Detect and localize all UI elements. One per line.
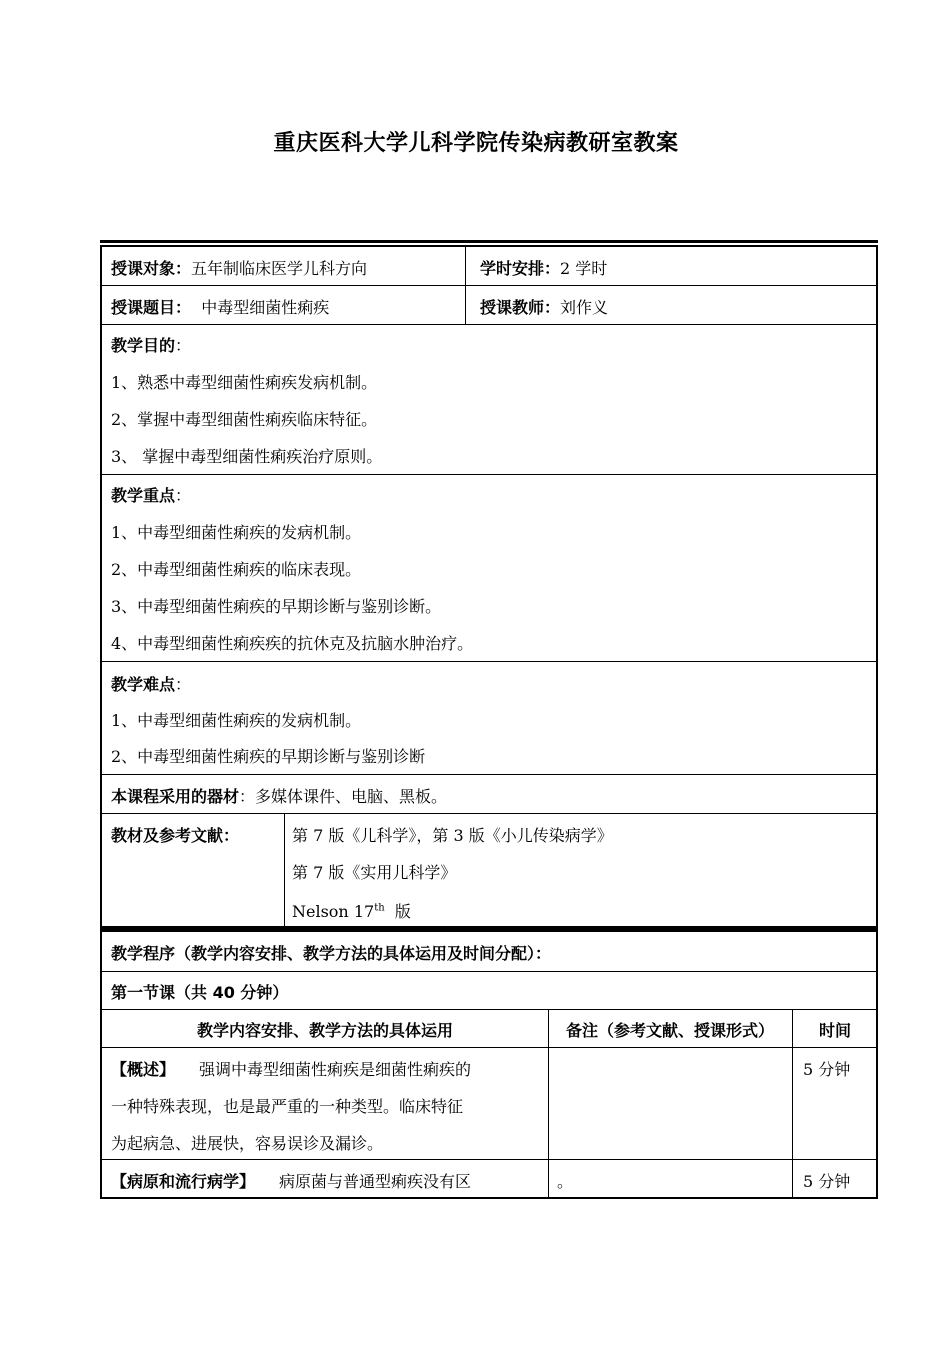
- procedure-heading: 教学程序（教学内容安排、教学方法的具体运用及时间分配）: [111, 944, 536, 963]
- section-row: [100, 972, 878, 1010]
- row-notes: 。: [557, 1172, 574, 1191]
- references-row: [100, 814, 878, 926]
- objectives-heading: 教学目的: [111, 336, 176, 355]
- row-time: 5 分钟: [803, 1172, 851, 1191]
- table-row: 【概述】 强调中毒型细菌性痢疾是细菌性痢疾的 一种特殊表现，也是最严重的一种类型。临床特征 为起病急、进展快，容易误诊及漏诊。 5 分钟: [100, 1048, 878, 1160]
- list-item: 3、中毒型细菌性痢疾的早期诊断与鉴别诊断。: [111, 597, 442, 616]
- row-time: 5 分钟: [803, 1060, 851, 1079]
- list-item: 2、中毒型细菌性痢疾的临床表现。: [111, 560, 362, 579]
- reference-item: Nelson 17th 版: [292, 902, 411, 921]
- column-header-row: [100, 1010, 878, 1048]
- list-item: 4、中毒型细菌性痢疾疾的抗休克及抗脑水肿治疗。: [111, 634, 474, 653]
- list-item: 1、熟悉中毒型细菌性痢疾发病机制。: [111, 373, 378, 392]
- list-item: 2、掌握中毒型细菌性痢疾临床特征。: [111, 410, 378, 429]
- list-item: 1、中毒型细菌性痢疾的发病机制。: [111, 523, 362, 542]
- procedure-heading-row: 教学程序（教学内容安排、教学方法的具体运用及时间分配）：: [100, 932, 878, 972]
- row-heading: 【病原和流行病学】: [111, 1172, 256, 1191]
- column-header-notes: 备注（参考文献、授课形式）: [565, 1021, 774, 1040]
- key-points-heading: 教学重点: [111, 486, 176, 505]
- key-points-section: 教学重点： 1、中毒型细菌性痢疾的发病机制。 2、中毒型细菌性痢疾的临床表现。 3、中毒型细菌性痢疾的早期诊断与鉴别诊断。 4、中毒型细菌性痢疾疾的抗休克及抗脑水肿治疗。: [100, 475, 878, 662]
- list-item: 1、中毒型细菌性痢疾的发病机制。: [111, 711, 362, 730]
- objectives-section: 教学目的： 1、熟悉中毒型细菌性痢疾发病机制。 2、掌握中毒型细菌性痢疾临床特征。 3、 掌握中毒型细菌性痢疾治疗原则。: [100, 325, 878, 475]
- materials-row: 本课程采用的器材：多媒体课件、电脑、黑板。: [100, 775, 878, 814]
- target-label: 授课对象: [111, 259, 176, 278]
- page-title: 重庆医科大学儿科学院传染病教研室教案: [273, 131, 679, 156]
- references-label: 教材及参考文献：: [111, 826, 240, 845]
- list-item: 2、中毒型细菌性痢疾的早期诊断与鉴别诊断: [111, 747, 426, 766]
- info-row-topic: 授课题目： 中毒型细菌性痢疾 授课教师：刘作义: [100, 286, 878, 325]
- materials-value: 多媒体课件、电脑、黑板。: [255, 787, 448, 806]
- table-top-rule: [100, 240, 878, 243]
- column-header-content: 教学内容安排、教学方法的具体运用: [196, 1021, 453, 1040]
- section-title: 第一节课（共 40 分钟）: [111, 983, 289, 1002]
- teacher-label: 授课教师: [480, 298, 545, 317]
- column-header-time: 时间: [818, 1021, 851, 1040]
- table-row: 【病原和流行病学】 病原菌与普通型痢疾没有区 。 5 分钟: [100, 1160, 878, 1199]
- target-value: 五年制临床医学儿科方向: [191, 259, 368, 278]
- teacher-value: 刘作义: [560, 298, 609, 317]
- row-heading: 【概述】: [111, 1060, 176, 1079]
- reference-item: 第 7 版《实用儿科学》: [292, 863, 457, 882]
- difficulties-heading: 教学难点: [111, 675, 176, 694]
- reference-item: 第 7 版《儿科学》，第 3 版《小儿传染病学》: [292, 826, 613, 845]
- hours-value: 2 学时: [560, 259, 608, 278]
- topic-value: 中毒型细菌性痢疾: [201, 298, 330, 317]
- hours-label: 学时安排: [480, 259, 545, 278]
- topic-label: 授课题目：: [111, 298, 192, 317]
- list-item: 3、 掌握中毒型细菌性痢疾治疗原则。: [111, 447, 383, 466]
- difficulties-section: 教学难点： 1、中毒型细菌性痢疾的发病机制。 2、中毒型细菌性痢疾的早期诊断与鉴别诊断: [100, 662, 878, 775]
- materials-label: 本课程采用的器材: [111, 787, 240, 806]
- info-row-target: 授课对象：五年制临床医学儿科方向 学时安排：2 学时: [100, 246, 878, 286]
